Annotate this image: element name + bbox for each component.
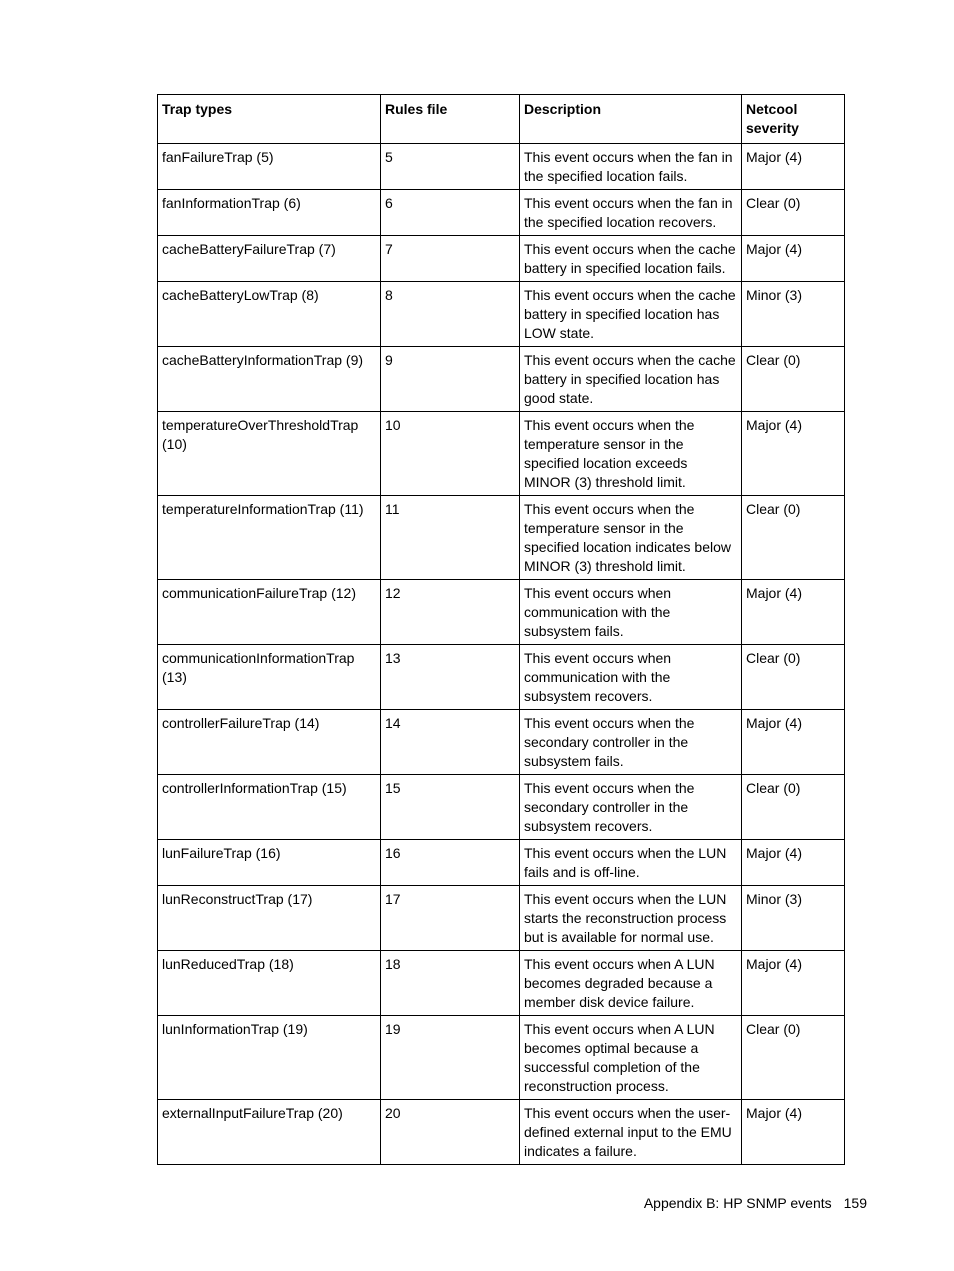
rules-file-cell: 9 <box>381 347 520 412</box>
rules-file-cell: 14 <box>381 710 520 775</box>
trap-type-cell: cacheBatteryInformationTrap (9) <box>158 347 381 412</box>
severity-cell: Clear (0) <box>742 1016 845 1100</box>
trap-type-cell: externalInputFailureTrap (20) <box>158 1100 381 1165</box>
rules-file-cell: 10 <box>381 412 520 496</box>
table-row <box>158 645 845 710</box>
description-cell: This event occurs when the cache battery in specified location has good state. <box>520 347 742 412</box>
header-rules-file: Rules file <box>381 95 520 144</box>
trap-type-cell: controllerFailureTrap (14) <box>158 710 381 775</box>
description-cell: This event occurs when the temperature sensor in the specified location exceeds MINOR (3) threshold limit. <box>520 412 742 496</box>
header-trap-types: Trap types <box>158 95 381 144</box>
trap-type-cell: communicationFailureTrap (12) <box>158 580 381 645</box>
header-description: Description <box>520 95 742 144</box>
severity-cell: Clear (0) <box>742 496 845 580</box>
header-netcool-severity: Netcool severity <box>742 95 845 144</box>
snmp-events-table <box>157 94 845 1165</box>
description-cell: This event occurs when the fan in the specified location fails. <box>520 144 742 190</box>
severity-cell: Clear (0) <box>742 645 845 710</box>
description-cell: This event occurs when the secondary controller in the subsystem recovers. <box>520 775 742 840</box>
table-row <box>158 144 845 190</box>
description-cell: This event occurs when the cache battery in specified location has LOW state. <box>520 282 742 347</box>
table-row <box>158 710 845 775</box>
table-row <box>158 347 845 412</box>
severity-cell: Major (4) <box>742 840 845 886</box>
rules-file-cell: 17 <box>381 886 520 951</box>
rules-file-cell: 7 <box>381 236 520 282</box>
rules-file-cell: 8 <box>381 282 520 347</box>
description-cell: This event occurs when A LUN becomes degraded because a member disk device failure. <box>520 951 742 1016</box>
table-row <box>158 1100 845 1165</box>
rules-file-cell: 13 <box>381 645 520 710</box>
table-row <box>158 496 845 580</box>
severity-cell: Major (4) <box>742 580 845 645</box>
description-cell: This event occurs when the fan in the specified location recovers. <box>520 190 742 236</box>
table-row <box>158 236 845 282</box>
footer-section-title: Appendix B: HP SNMP events <box>643 1195 832 1211</box>
rules-file-cell: 6 <box>381 190 520 236</box>
description-cell: This event occurs when the cache battery in specified location fails. <box>520 236 742 282</box>
table-row <box>158 886 845 951</box>
severity-cell: Major (4) <box>742 144 845 190</box>
trap-type-cell: lunReconstructTrap (17) <box>158 886 381 951</box>
table-row <box>158 412 845 496</box>
page-footer <box>644 1195 867 1211</box>
severity-cell: Clear (0) <box>742 775 845 840</box>
trap-type-cell: controllerInformationTrap (15) <box>158 775 381 840</box>
trap-type-cell: fanFailureTrap (5) <box>158 144 381 190</box>
description-cell: This event occurs when the user-defined external input to the EMU indicates a failure. <box>520 1100 742 1165</box>
severity-cell: Clear (0) <box>742 347 845 412</box>
trap-type-cell: lunInformationTrap (19) <box>158 1016 381 1100</box>
description-cell: This event occurs when communication with the subsystem recovers. <box>520 645 742 710</box>
severity-cell: Major (4) <box>742 412 845 496</box>
trap-type-cell: communicationInformationTrap (13) <box>158 645 381 710</box>
trap-type-cell: cacheBatteryLowTrap (8) <box>158 282 381 347</box>
description-cell: This event occurs when communication with the subsystem fails. <box>520 580 742 645</box>
page-number: 159 <box>843 1195 867 1211</box>
severity-cell: Clear (0) <box>742 190 845 236</box>
table-row <box>158 951 845 1016</box>
description-cell: This event occurs when the LUN starts the reconstruction process but is available for normal use. <box>520 886 742 951</box>
severity-cell: Major (4) <box>742 951 845 1016</box>
rules-file-cell: 19 <box>381 1016 520 1100</box>
trap-type-cell: temperatureOverThresholdTrap (10) <box>158 412 381 496</box>
rules-file-cell: 5 <box>381 144 520 190</box>
table-header-row <box>158 95 845 144</box>
rules-file-cell: 18 <box>381 951 520 1016</box>
table-row <box>158 580 845 645</box>
trap-type-cell: cacheBatteryFailureTrap (7) <box>158 236 381 282</box>
severity-cell: Major (4) <box>742 1100 845 1165</box>
description-cell: This event occurs when A LUN becomes optimal because a successful completion of the reconstruction process. <box>520 1016 742 1100</box>
severity-cell: Major (4) <box>742 710 845 775</box>
table-body <box>158 144 845 1165</box>
table-row <box>158 775 845 840</box>
description-cell: This event occurs when the secondary controller in the subsystem fails. <box>520 710 742 775</box>
trap-type-cell: temperatureInformationTrap (11) <box>158 496 381 580</box>
severity-cell: Major (4) <box>742 236 845 282</box>
rules-file-cell: 20 <box>381 1100 520 1165</box>
table-row <box>158 840 845 886</box>
trap-type-cell: fanInformationTrap (6) <box>158 190 381 236</box>
description-cell: This event occurs when the temperature sensor in the specified location indicates below MINOR (3) threshold limit. <box>520 496 742 580</box>
rules-file-cell: 12 <box>381 580 520 645</box>
rules-file-cell: 11 <box>381 496 520 580</box>
trap-type-cell: lunFailureTrap (16) <box>158 840 381 886</box>
table-row <box>158 1016 845 1100</box>
trap-type-cell: lunReducedTrap (18) <box>158 951 381 1016</box>
rules-file-cell: 15 <box>381 775 520 840</box>
severity-cell: Minor (3) <box>742 886 845 951</box>
description-cell: This event occurs when the LUN fails and is off-line. <box>520 840 742 886</box>
table-row <box>158 282 845 347</box>
severity-cell: Minor (3) <box>742 282 845 347</box>
table-row <box>158 190 845 236</box>
rules-file-cell: 16 <box>381 840 520 886</box>
